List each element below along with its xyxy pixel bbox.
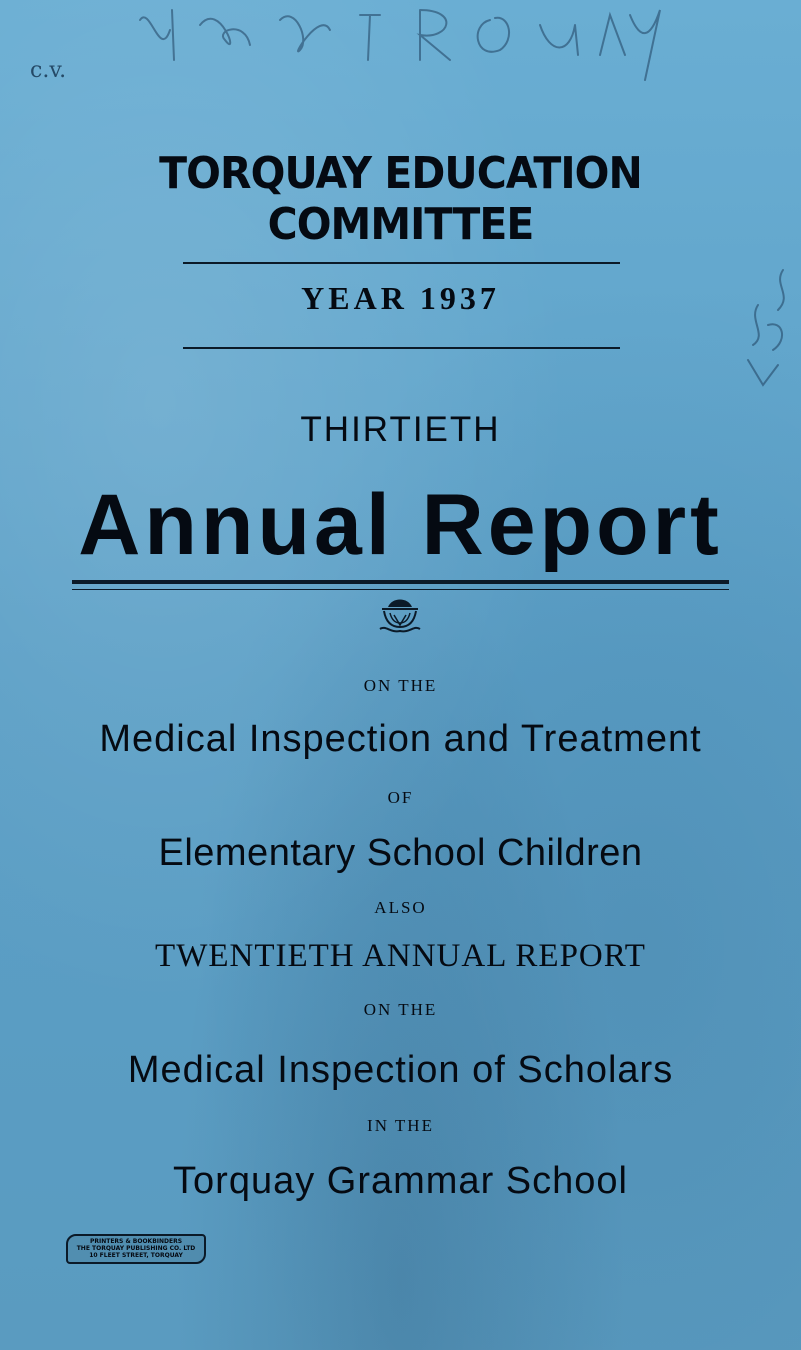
divider-rule xyxy=(183,347,620,349)
year-label: YEAR 1937 xyxy=(301,280,500,316)
printer-stamp xyxy=(66,1234,206,1264)
twentieth-report-heading: TWENTIETH ANNUAL REPORT xyxy=(155,938,646,974)
also-label: ALSO xyxy=(374,898,427,917)
handwritten-corner-note: c.v. xyxy=(30,58,67,83)
subject-grammar-school: Torquay Grammar School xyxy=(173,1160,628,1202)
of-label: OF xyxy=(387,788,414,807)
on-the-label: ON THE xyxy=(363,676,438,695)
printer-stamp-line: PRINTERS & BOOKBINDERS xyxy=(89,1238,183,1245)
printer-stamp-line: THE TORQUAY PUBLISHING CO. LTD xyxy=(76,1245,196,1252)
report-ordinal: THIRTIETH xyxy=(300,410,501,449)
ornament-icon xyxy=(372,593,428,639)
printer-stamp-line: 10 FLEET STREET, TORQUAY xyxy=(89,1252,183,1259)
subject-scholars-inspection: Medical Inspection of Scholars xyxy=(127,1049,674,1091)
subject-medical-treatment: Medical Inspection and Treatment xyxy=(99,718,702,760)
committee-heading: TORQUAY EDUCATION COMMITTEE xyxy=(159,148,642,250)
divider-rule xyxy=(183,262,620,264)
in-the-label: IN THE xyxy=(367,1116,434,1135)
title-underline-thick xyxy=(72,580,729,584)
title-underline-thin xyxy=(72,589,729,590)
handwritten-scribble-top xyxy=(130,0,720,95)
on-the-label: ON THE xyxy=(363,1000,438,1019)
report-title: Annual Report xyxy=(78,477,723,573)
subject-elementary-children: Elementary School Children xyxy=(158,832,643,874)
